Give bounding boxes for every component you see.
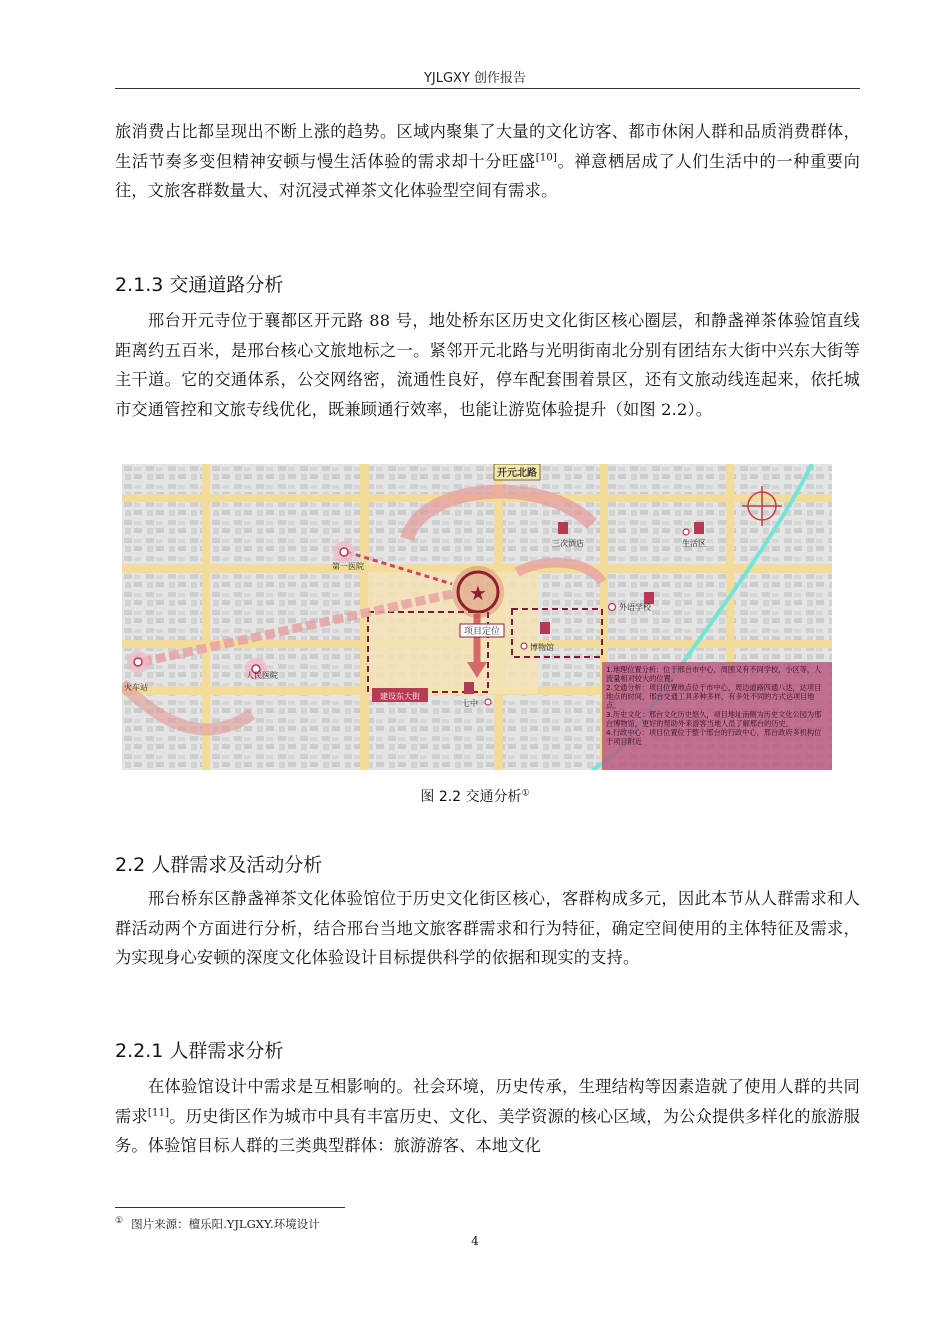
citation: [10] [535,152,558,164]
footnote [115,1216,320,1232]
district-building-icon [694,522,704,534]
label-museum: 博物馆 [530,643,554,652]
traffic-map [122,464,832,770]
paragraph-text: 在体验馆设计中需求是互相影响的。社会环境，历史传承，生理结构等因素造就了使用人群的共同需求 [115,1077,860,1126]
note-item: 3.历史文化：邢台文化历史悠久，项目地址南侧为历史文化公园为邢台博物馆，更好的帮助外来游客当地人员了解邢台的历史。 [606,710,822,728]
paragraph-consumption [115,117,860,206]
heading-2-1-3: 2.1.3 交通道路分析 [115,274,284,296]
footnote-text: 图片来源：檀乐阳.YJLGXY.环境设计 [131,1217,320,1231]
note-item: 1.地理位置分析：位于邢台市中心，周围又有不同学校，小区等，人流量相对较大的位置。 [606,665,822,683]
page-number: 4 [471,1234,479,1248]
paragraph-traffic: 邢台开元寺位于襄都区开元路 88 号，地处桥东区历史文化街区核心圈层，和静盏禅茶体验馆直线距离约五百米，是邢台核心文旅地标之一。紧邻开元北路与光明街南北分别有团结东大街中兴东大街等主干道。它的交通体系，公交网络密，流通性良好，停车配套围着景区，还有文旅动线连起来，依托城市交通管控和文旅专线优化，既兼顾通行效率，也能让游览体验提升（如图 2.2）。 [115,311,860,419]
citation: [11] [147,1107,170,1119]
label-street: 建设东大街 [380,692,420,701]
label-road: 开元北路 [497,468,537,479]
project-star-icon: ★ [469,581,487,605]
heading-2-2-1: 2.2.1 人群需求分析 [115,1040,284,1062]
footnote-rule [115,1207,345,1208]
paragraph-text: 旅消费占比都呈现出不断上涨的趋势。区域内聚集了大量的文化访客、都市休闲人群和品质消费群体，生活节奏多变但精神安顿与慢生活体验的需求却十分旺盛 [115,122,860,171]
label-station: 火车站 [124,683,148,692]
paragraph-text: 。历史街区作为城市中具有丰富历史、文化、美学资源的核心区域，为公众提供多样化的旅游服务。体验馆目标人群的三类典型群体：旅游游客、本地文化 [115,1106,860,1155]
paragraph-demand-activity: 邢台桥东区静盏禅茶文化体验馆位于历史文化街区核心，客群构成多元，因此本节从人群需求和人群活动两个方面进行分析，结合邢台当地文旅客群需求和行为特征，确定空间使用的主体特征及需求，为实现身心安顿的深度文化体验设计目标提供科学的依据和现实的支持。 [115,889,860,967]
hotel-building-icon [558,522,568,534]
museum-building-icon [540,622,550,634]
heading-2-2: 2.2 人群需求及活动分析 [115,854,323,876]
traffic-map-figure [122,464,832,770]
label-district: 生活区 [682,539,706,548]
paragraph-demand [115,1072,860,1161]
label-middle: 七中 [462,699,478,708]
label-hospital2: 人民医院 [246,671,278,680]
note-item: 2.交通分析：项目位置地点位于市中心，周边道路四通八达，达项目地点的时间，邢台交通工具多种多样，有多处不同的方式达项目地点。 [606,683,822,710]
label-hospital1: 第一医院 [332,562,364,571]
header-rule [115,88,860,89]
label-project: 项目定位 [463,627,501,637]
caption-footnote-mark: ① [521,788,530,799]
school-marker-icon [609,604,616,611]
note-item: 4.行政中心：项目位置位于整个邢台的行政中心，邢台政府多机构位于项目附近 [606,728,822,746]
running-header: YJLGXY 创作报告 [423,71,527,86]
label-school: 外语学校 [619,603,651,612]
figure-caption [0,786,950,806]
label-hotel: 三次酒店 [552,539,584,548]
middle-school-building-icon [464,682,474,694]
caption-text: 图 2.2 交通分析 [420,789,522,805]
paragraph-text: 。禅意栖居成了人们生活中的一种重要向往，文旅客群数量大、对沉浸式禅茶文化体验型空间有需求。 [115,151,860,200]
footnote-mark: ① [115,1216,124,1227]
